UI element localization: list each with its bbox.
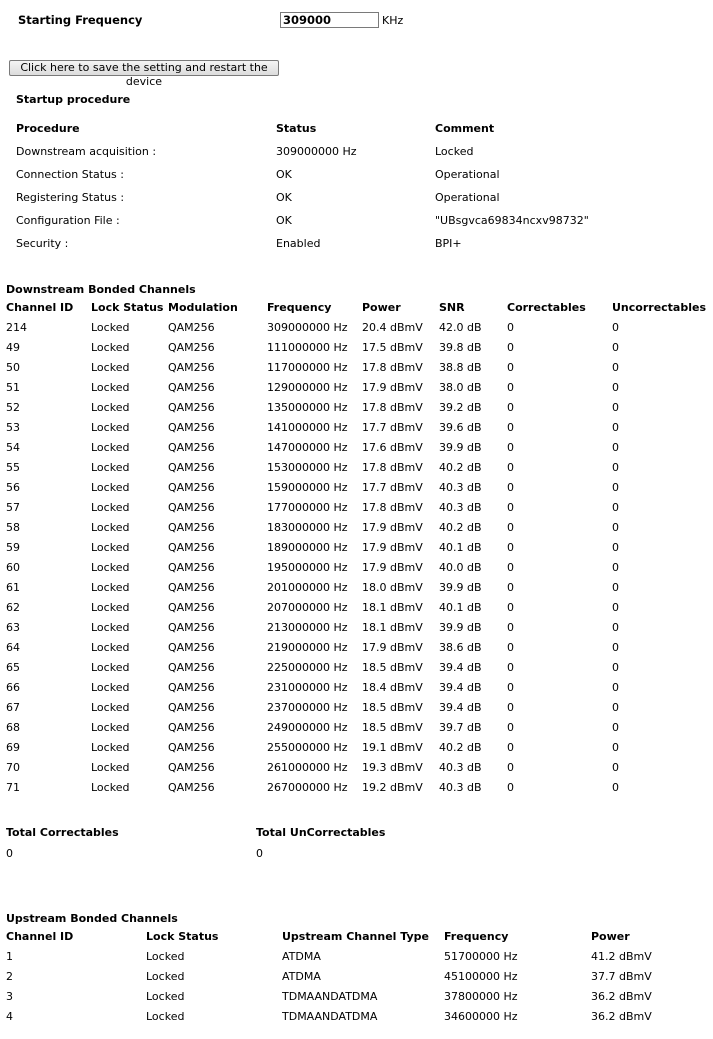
modulation-cell: QAM256: [168, 700, 215, 714]
frequency-cell: 177000000 Hz: [267, 500, 348, 514]
frequency-cell: 195000000 Hz: [267, 560, 348, 574]
modulation-cell: QAM256: [168, 340, 215, 354]
total-correctables-value: 0: [6, 847, 13, 860]
snr-cell: 40.1 dB: [439, 540, 482, 554]
upstream-channels-table: [6, 926, 706, 1026]
comment-cell: Locked: [435, 145, 474, 158]
power-cell: 41.2 dBmV: [591, 949, 652, 963]
power-cell: 19.2 dBmV: [362, 780, 423, 794]
power-cell: 17.8 dBmV: [362, 400, 423, 414]
modulation-cell: QAM256: [168, 680, 215, 694]
lock-status-cell: Locked: [146, 949, 185, 963]
column-header-correctables: Correctables: [507, 300, 586, 314]
correctables-cell: 0: [507, 380, 514, 394]
channel-id-cell: 68: [6, 720, 20, 734]
table-header-row: [6, 297, 712, 317]
table-row: [6, 557, 712, 577]
lock-status-cell: Locked: [91, 460, 130, 474]
table-row: [6, 657, 712, 677]
snr-cell: 40.0 dB: [439, 560, 482, 574]
uncorrectables-cell: 0: [612, 460, 619, 474]
frequency-cell: 225000000 Hz: [267, 660, 348, 674]
snr-cell: 39.9 dB: [439, 620, 482, 634]
modulation-cell: QAM256: [168, 660, 215, 674]
snr-cell: 38.0 dB: [439, 380, 482, 394]
correctables-cell: 0: [507, 400, 514, 414]
lock-status-cell: Locked: [91, 580, 130, 594]
power-cell: 17.9 dBmV: [362, 380, 423, 394]
lock-status-cell: Locked: [91, 400, 130, 414]
frequency-cell: 141000000 Hz: [267, 420, 348, 434]
correctables-cell: 0: [507, 600, 514, 614]
power-cell: 18.5 dBmV: [362, 700, 423, 714]
column-header-frequency: Frequency: [267, 300, 332, 314]
procedure-cell: Registering Status :: [16, 191, 125, 204]
snr-cell: 40.2 dB: [439, 460, 482, 474]
column-header-comment: Comment: [435, 122, 495, 135]
table-row: [6, 757, 712, 777]
snr-cell: 39.9 dB: [439, 440, 482, 454]
startup-procedure-title: Startup procedure: [16, 93, 131, 106]
correctables-cell: 0: [507, 500, 514, 514]
power-cell: 18.1 dBmV: [362, 600, 423, 614]
comment-cell: Operational: [435, 168, 500, 181]
power-cell: 17.5 dBmV: [362, 340, 423, 354]
table-row: [16, 209, 616, 232]
downstream-channels-table: [6, 297, 712, 797]
procedure-cell: Configuration File :: [16, 214, 120, 227]
modulation-cell: QAM256: [168, 520, 215, 534]
column-header-channel-id: Channel ID: [6, 929, 74, 943]
modulation-cell: QAM256: [168, 400, 215, 414]
channel-id-cell: 3: [6, 989, 13, 1003]
channel-id-cell: 65: [6, 660, 20, 674]
correctables-cell: 0: [507, 720, 514, 734]
lock-status-cell: Locked: [91, 320, 130, 334]
correctables-cell: 0: [507, 420, 514, 434]
power-cell: 18.0 dBmV: [362, 580, 423, 594]
channel-id-cell: 55: [6, 460, 20, 474]
power-cell: 17.9 dBmV: [362, 520, 423, 534]
snr-cell: 38.6 dB: [439, 640, 482, 654]
frequency-cell: 231000000 Hz: [267, 680, 348, 694]
uncorrectables-cell: 0: [612, 740, 619, 754]
column-header-snr: SNR: [439, 300, 465, 314]
uncorrectables-cell: 0: [612, 760, 619, 774]
power-cell: 36.2 dBmV: [591, 1009, 652, 1023]
frequency-cell: 237000000 Hz: [267, 700, 348, 714]
table-row: [6, 966, 706, 986]
table-row: [6, 417, 712, 437]
channel-id-cell: 67: [6, 700, 20, 714]
table-row: [6, 777, 712, 797]
uncorrectables-cell: 0: [612, 340, 619, 354]
frequency-cell: 267000000 Hz: [267, 780, 348, 794]
uncorrectables-cell: 0: [612, 540, 619, 554]
frequency-cell: 129000000 Hz: [267, 380, 348, 394]
power-cell: 17.9 dBmV: [362, 540, 423, 554]
power-cell: 17.7 dBmV: [362, 420, 423, 434]
snr-cell: 39.9 dB: [439, 580, 482, 594]
column-header-status: Status: [276, 122, 317, 135]
modulation-cell: QAM256: [168, 480, 215, 494]
starting-frequency-label: Starting Frequency: [18, 13, 143, 27]
lock-status-cell: Locked: [91, 640, 130, 654]
channel-id-cell: 56: [6, 480, 20, 494]
frequency-cell: 34600000 Hz: [444, 1009, 518, 1023]
table-header-row: [16, 117, 616, 140]
frequency-unit-label: KHz: [382, 14, 404, 27]
snr-cell: 39.4 dB: [439, 700, 482, 714]
snr-cell: 39.4 dB: [439, 660, 482, 674]
uncorrectables-cell: 0: [612, 720, 619, 734]
channel-id-cell: 214: [6, 320, 27, 334]
procedure-cell: Security :: [16, 237, 69, 250]
starting-frequency-input[interactable]: [280, 12, 379, 28]
frequency-cell: 159000000 Hz: [267, 480, 348, 494]
frequency-cell: 309000000 Hz: [267, 320, 348, 334]
column-header-lock-status: Lock Status: [91, 300, 164, 314]
table-row: [6, 337, 712, 357]
procedure-cell: Connection Status :: [16, 168, 124, 181]
snr-cell: 39.7 dB: [439, 720, 482, 734]
correctables-cell: 0: [507, 460, 514, 474]
power-cell: 17.7 dBmV: [362, 480, 423, 494]
modulation-cell: QAM256: [168, 380, 215, 394]
comment-cell: BPI+: [435, 237, 462, 250]
frequency-cell: 51700000 Hz: [444, 949, 518, 963]
table-row: [6, 517, 712, 537]
correctables-cell: 0: [507, 620, 514, 634]
modulation-cell: QAM256: [168, 640, 215, 654]
frequency-cell: 255000000 Hz: [267, 740, 348, 754]
power-cell: 17.9 dBmV: [362, 560, 423, 574]
power-cell: 18.5 dBmV: [362, 720, 423, 734]
modulation-cell: QAM256: [168, 320, 215, 334]
table-row: [6, 397, 712, 417]
channel-id-cell: 51: [6, 380, 20, 394]
correctables-cell: 0: [507, 480, 514, 494]
status-cell: Enabled: [276, 237, 321, 250]
lock-status-cell: Locked: [91, 780, 130, 794]
column-header-procedure: Procedure: [16, 122, 80, 135]
snr-cell: 39.6 dB: [439, 420, 482, 434]
table-row: [6, 637, 712, 657]
table-row: [6, 377, 712, 397]
modulation-cell: QAM256: [168, 560, 215, 574]
correctables-cell: 0: [507, 560, 514, 574]
channel-id-cell: 64: [6, 640, 20, 654]
lock-status-cell: Locked: [91, 500, 130, 514]
power-cell: 17.8 dBmV: [362, 500, 423, 514]
uncorrectables-cell: 0: [612, 420, 619, 434]
channel-id-cell: 53: [6, 420, 20, 434]
modulation-cell: QAM256: [168, 780, 215, 794]
uncorrectables-cell: 0: [612, 560, 619, 574]
column-header-frequency: Frequency: [444, 929, 509, 943]
table-row: [6, 617, 712, 637]
power-cell: 36.2 dBmV: [591, 989, 652, 1003]
lock-status-cell: Locked: [146, 1009, 185, 1023]
table-row: [6, 317, 712, 337]
table-row: [6, 986, 706, 1006]
frequency-cell: 189000000 Hz: [267, 540, 348, 554]
downstream-section-title: Downstream Bonded Channels: [6, 283, 196, 296]
correctables-cell: 0: [507, 440, 514, 454]
table-row: [6, 537, 712, 557]
frequency-cell: 261000000 Hz: [267, 760, 348, 774]
snr-cell: 40.2 dB: [439, 740, 482, 754]
modulation-cell: QAM256: [168, 540, 215, 554]
table-row: [6, 477, 712, 497]
column-header-modulation: Modulation: [168, 300, 238, 314]
table-row: [16, 186, 616, 209]
lock-status-cell: Locked: [91, 660, 130, 674]
snr-cell: 39.8 dB: [439, 340, 482, 354]
uncorrectables-cell: 0: [612, 520, 619, 534]
frequency-cell: 37800000 Hz: [444, 989, 518, 1003]
power-cell: 17.8 dBmV: [362, 360, 423, 374]
correctables-cell: 0: [507, 540, 514, 554]
column-header-lock-status: Lock Status: [146, 929, 219, 943]
channel-id-cell: 58: [6, 520, 20, 534]
channel-id-cell: 63: [6, 620, 20, 634]
channel-id-cell: 49: [6, 340, 20, 354]
frequency-cell: 117000000 Hz: [267, 360, 348, 374]
power-cell: 18.5 dBmV: [362, 660, 423, 674]
correctables-cell: 0: [507, 680, 514, 694]
frequency-cell: 207000000 Hz: [267, 600, 348, 614]
channel-type-cell: TDMAANDATDMA: [282, 1009, 378, 1023]
total-correctables-label: Total Correctables: [6, 826, 119, 839]
status-cell: OK: [276, 214, 292, 227]
frequency-cell: 183000000 Hz: [267, 520, 348, 534]
snr-cell: 40.3 dB: [439, 480, 482, 494]
power-cell: 37.7 dBmV: [591, 969, 652, 983]
lock-status-cell: Locked: [91, 380, 130, 394]
status-cell: 309000000 Hz: [276, 145, 357, 158]
channel-id-cell: 70: [6, 760, 20, 774]
modulation-cell: QAM256: [168, 720, 215, 734]
frequency-cell: 135000000 Hz: [267, 400, 348, 414]
uncorrectables-cell: 0: [612, 480, 619, 494]
procedure-cell: Downstream acquisition :: [16, 145, 157, 158]
frequency-cell: 147000000 Hz: [267, 440, 348, 454]
channel-type-cell: ATDMA: [282, 949, 321, 963]
upstream-section-title: Upstream Bonded Channels: [6, 912, 178, 925]
correctables-cell: 0: [507, 520, 514, 534]
channel-id-cell: 69: [6, 740, 20, 754]
frequency-cell: 249000000 Hz: [267, 720, 348, 734]
snr-cell: 42.0 dB: [439, 320, 482, 334]
modulation-cell: QAM256: [168, 620, 215, 634]
power-cell: 18.1 dBmV: [362, 620, 423, 634]
modulation-cell: QAM256: [168, 500, 215, 514]
snr-cell: 40.1 dB: [439, 600, 482, 614]
uncorrectables-cell: 0: [612, 640, 619, 654]
table-row: [6, 737, 712, 757]
column-header-power: Power: [591, 929, 630, 943]
lock-status-cell: Locked: [91, 480, 130, 494]
uncorrectables-cell: 0: [612, 380, 619, 394]
channel-id-cell: 50: [6, 360, 20, 374]
table-row: [16, 232, 616, 255]
lock-status-cell: Locked: [91, 540, 130, 554]
correctables-cell: 0: [507, 740, 514, 754]
power-cell: 19.3 dBmV: [362, 760, 423, 774]
column-header-power: Power: [362, 300, 401, 314]
table-row: [6, 597, 712, 617]
uncorrectables-cell: 0: [612, 360, 619, 374]
total-uncorrectables-value: 0: [256, 847, 263, 860]
uncorrectables-cell: 0: [612, 440, 619, 454]
table-row: [6, 697, 712, 717]
uncorrectables-cell: 0: [612, 500, 619, 514]
lock-status-cell: Locked: [91, 680, 130, 694]
snr-cell: 39.4 dB: [439, 680, 482, 694]
modulation-cell: QAM256: [168, 760, 215, 774]
status-cell: OK: [276, 168, 292, 181]
snr-cell: 40.2 dB: [439, 520, 482, 534]
comment-cell: Operational: [435, 191, 500, 204]
modulation-cell: QAM256: [168, 440, 215, 454]
table-row: [16, 163, 616, 186]
lock-status-cell: Locked: [91, 520, 130, 534]
channel-type-cell: TDMAANDATDMA: [282, 989, 378, 1003]
snr-cell: 40.3 dB: [439, 780, 482, 794]
lock-status-cell: Locked: [91, 560, 130, 574]
channel-id-cell: 59: [6, 540, 20, 554]
frequency-cell: 213000000 Hz: [267, 620, 348, 634]
table-row: [6, 677, 712, 697]
lock-status-cell: Locked: [91, 720, 130, 734]
correctables-cell: 0: [507, 780, 514, 794]
correctables-cell: 0: [507, 640, 514, 654]
correctables-cell: 0: [507, 360, 514, 374]
modulation-cell: QAM256: [168, 580, 215, 594]
table-row: [6, 577, 712, 597]
lock-status-cell: Locked: [146, 969, 185, 983]
table-row: [6, 357, 712, 377]
power-cell: 18.4 dBmV: [362, 680, 423, 694]
power-cell: 17.9 dBmV: [362, 640, 423, 654]
channel-id-cell: 60: [6, 560, 20, 574]
lock-status-cell: Locked: [91, 700, 130, 714]
lock-status-cell: Locked: [91, 740, 130, 754]
uncorrectables-cell: 0: [612, 580, 619, 594]
snr-cell: 40.3 dB: [439, 500, 482, 514]
table-header-row: [6, 926, 706, 946]
uncorrectables-cell: 0: [612, 780, 619, 794]
correctables-cell: 0: [507, 660, 514, 674]
channel-id-cell: 61: [6, 580, 20, 594]
lock-status-cell: Locked: [91, 340, 130, 354]
frequency-cell: 201000000 Hz: [267, 580, 348, 594]
channel-id-cell: 66: [6, 680, 20, 694]
column-header-channel-id: Channel ID: [6, 300, 74, 314]
uncorrectables-cell: 0: [612, 400, 619, 414]
lock-status-cell: Locked: [91, 360, 130, 374]
modulation-cell: QAM256: [168, 460, 215, 474]
lock-status-cell: Locked: [91, 440, 130, 454]
frequency-cell: 111000000 Hz: [267, 340, 348, 354]
channel-id-cell: 71: [6, 780, 20, 794]
channel-id-cell: 1: [6, 949, 13, 963]
uncorrectables-cell: 0: [612, 660, 619, 674]
lock-status-cell: Locked: [91, 420, 130, 434]
column-header-channel-type: Upstream Channel Type: [282, 929, 429, 943]
lock-status-cell: Locked: [91, 600, 130, 614]
uncorrectables-cell: 0: [612, 700, 619, 714]
status-cell: OK: [276, 191, 292, 204]
channel-id-cell: 52: [6, 400, 20, 414]
uncorrectables-cell: 0: [612, 620, 619, 634]
lock-status-cell: Locked: [91, 620, 130, 634]
modulation-cell: QAM256: [168, 740, 215, 754]
frequency-cell: 45100000 Hz: [444, 969, 518, 983]
table-row: [6, 437, 712, 457]
comment-cell: "UBsgvca69834ncxv98732": [435, 214, 589, 227]
power-cell: 17.6 dBmV: [362, 440, 423, 454]
startup-procedure-table: [16, 117, 616, 255]
uncorrectables-cell: 0: [612, 680, 619, 694]
power-cell: 17.8 dBmV: [362, 460, 423, 474]
frequency-cell: 219000000 Hz: [267, 640, 348, 654]
channel-id-cell: 2: [6, 969, 13, 983]
snr-cell: 39.2 dB: [439, 400, 482, 414]
correctables-cell: 0: [507, 320, 514, 334]
table-row: [6, 717, 712, 737]
modulation-cell: QAM256: [168, 420, 215, 434]
channel-id-cell: 4: [6, 1009, 13, 1023]
channel-id-cell: 57: [6, 500, 20, 514]
correctables-cell: 0: [507, 760, 514, 774]
power-cell: 20.4 dBmV: [362, 320, 423, 334]
table-row: [6, 1006, 706, 1026]
modulation-cell: QAM256: [168, 600, 215, 614]
table-row: [16, 140, 616, 163]
table-row: [6, 497, 712, 517]
table-row: [6, 457, 712, 477]
channel-type-cell: ATDMA: [282, 969, 321, 983]
snr-cell: 40.3 dB: [439, 760, 482, 774]
snr-cell: 38.8 dB: [439, 360, 482, 374]
table-row: [6, 946, 706, 966]
column-header-uncorrectables: Uncorrectables: [612, 300, 707, 314]
total-uncorrectables-label: Total UnCorrectables: [256, 826, 386, 839]
correctables-cell: 0: [507, 580, 514, 594]
uncorrectables-cell: 0: [612, 320, 619, 334]
uncorrectables-cell: 0: [612, 600, 619, 614]
correctables-cell: 0: [507, 700, 514, 714]
lock-status-cell: Locked: [91, 760, 130, 774]
power-cell: 19.1 dBmV: [362, 740, 423, 754]
frequency-cell: 153000000 Hz: [267, 460, 348, 474]
correctables-cell: 0: [507, 340, 514, 354]
save-and-restart-button[interactable]: Click here to save the setting and restart the device: [9, 60, 279, 76]
modulation-cell: QAM256: [168, 360, 215, 374]
channel-id-cell: 62: [6, 600, 20, 614]
channel-id-cell: 54: [6, 440, 20, 454]
lock-status-cell: Locked: [146, 989, 185, 1003]
